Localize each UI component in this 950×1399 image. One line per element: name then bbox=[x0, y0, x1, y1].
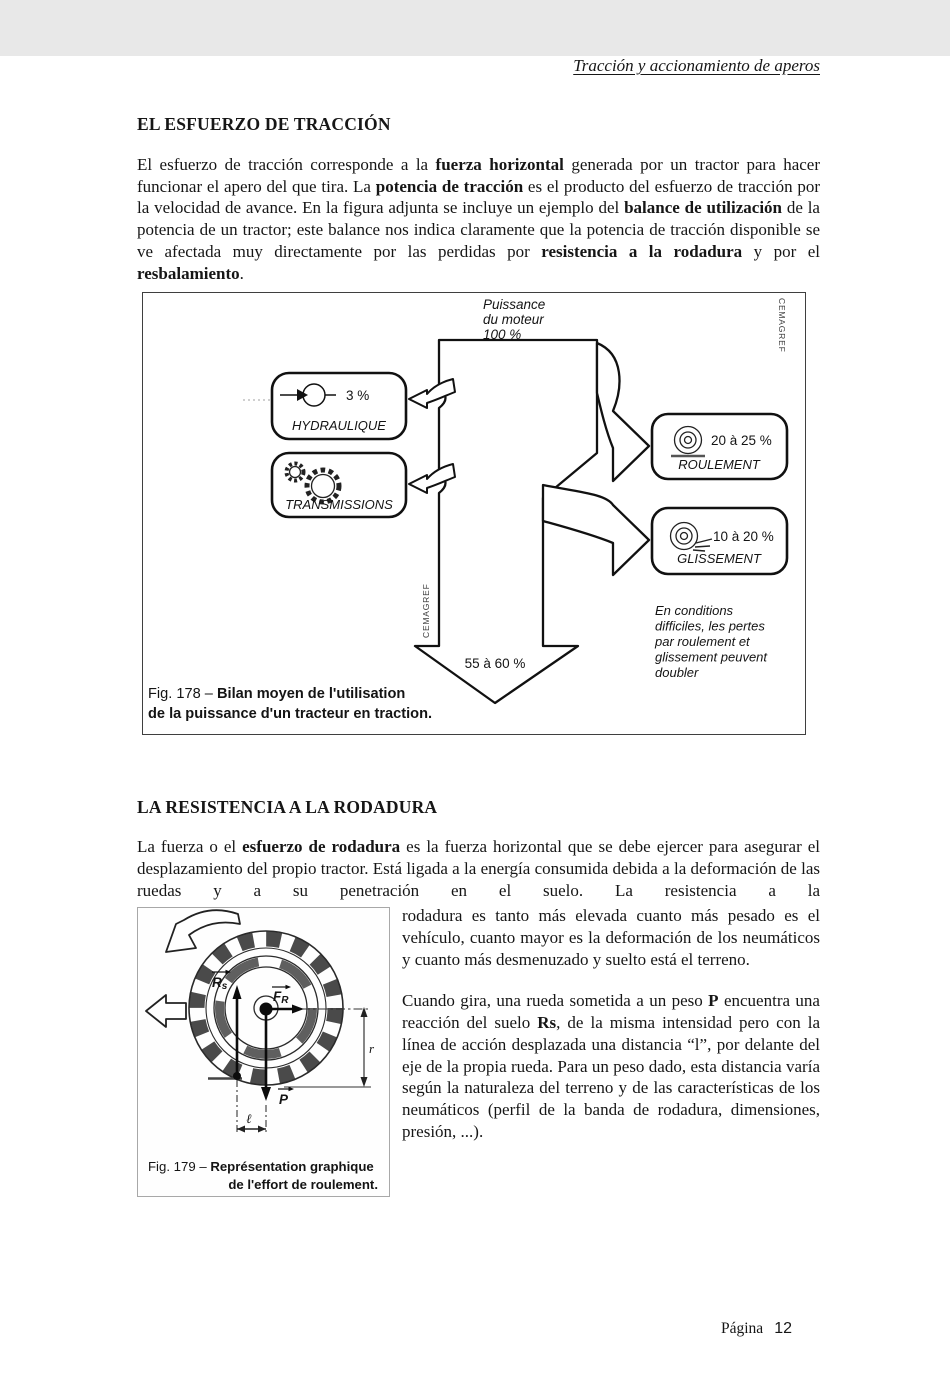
figure-179-caption bbox=[148, 1159, 378, 1192]
p-label: P bbox=[279, 1092, 289, 1108]
l-label: ℓ bbox=[246, 1111, 252, 1127]
section1-title: EL ESFUERZO DE TRACCIÓN bbox=[137, 114, 391, 134]
page-content bbox=[137, 56, 820, 1197]
svg-text:Fig. 179 – Représ: Fig. 179 – Représentation graphique bbox=[148, 1159, 374, 1175]
hydraulique-box bbox=[272, 373, 406, 439]
page-footer bbox=[721, 1320, 792, 1338]
svg-text:par roulement et: par roulement et bbox=[655, 634, 750, 650]
cemagref-watermark-right: CEMAGREF bbox=[777, 298, 787, 353]
r-label: r bbox=[369, 1041, 375, 1057]
glissement-box bbox=[652, 508, 787, 574]
engine-power-pct: 100 % bbox=[483, 327, 522, 343]
difficult-conditions-note bbox=[654, 603, 768, 680]
footer-label: Página bbox=[721, 1320, 764, 1337]
svg-text:glissement peuvent: glissement peuvent bbox=[655, 649, 768, 665]
section2-wrap-zone bbox=[137, 905, 820, 1197]
radius-dimension bbox=[361, 1007, 368, 1087]
engine-power-line1: Puissance bbox=[483, 297, 546, 313]
section2-title: LA RESISTENCIA A LA RODADURA bbox=[137, 797, 438, 818]
traction-pct-label: 55 à 60 % bbox=[464, 656, 526, 672]
roulement-value: 20 à 25 % bbox=[711, 433, 772, 449]
figure-178-diagram bbox=[143, 293, 803, 732]
glissement-label: GLISSEMENT bbox=[677, 551, 761, 567]
engine-power-line2: du moteur bbox=[483, 312, 544, 328]
footer-page-number: 12 bbox=[774, 1320, 792, 1337]
rotation-arrow bbox=[166, 911, 240, 953]
section1-paragraph: El esfuerzo de tracción corresponde a la fuerza horizontal generada por un tractor para hacer funcionar el apero del que tira. La potencia de tracción es el producto del esfuerzo de tracción por la velocidad de avance. En la figura adjunta se incluye un ejemplo del balance de utilización de la potencia de un tractor; este balance nos indica claramente que la potencia de tracción disponible se ve afectada muy directamente por las perdidas por resistencia a la rodadura y por el resbalamiento. bbox=[137, 155, 821, 283]
figure-178-caption bbox=[148, 686, 432, 722]
figure-178 bbox=[142, 292, 806, 735]
hub-dot bbox=[260, 1003, 273, 1016]
figure-179-caption-number: Fig. 179 – bbox=[148, 1159, 211, 1175]
glissement-value: 10 à 20 % bbox=[713, 529, 774, 545]
section2-paragraph2: Cuando gira, una rueda sometida a un peso P encuentra una reacción del suelo Rs, de la misma intensidad pero con la línea de acción desplazada una distancia “l”, por delante del eje de la propia rueda. Para un peso dado, esta distancia varía según la naturaleza del terreno y de las características de los neumáticos (perfil de la banda de rodadura, dimensiones, presión, ...). bbox=[402, 991, 820, 1141]
roulement-label: ROULEMENT bbox=[678, 457, 760, 473]
engine-power-label bbox=[483, 297, 545, 342]
svg-text:doubler: doubler bbox=[655, 665, 699, 681]
rs-label: Rs bbox=[212, 975, 228, 993]
fr-label: FR bbox=[273, 989, 289, 1007]
hydraulique-label: HYDRAULIQUE bbox=[292, 418, 386, 434]
cemagref-watermark-center: CEMAGREF bbox=[421, 583, 431, 639]
travel-direction-arrow bbox=[146, 995, 186, 1027]
roulement-box bbox=[652, 414, 787, 479]
figure-179-diagram bbox=[138, 908, 388, 1195]
svg-text:de l'effort de roulement.: de l'effort de roulement. bbox=[228, 1177, 378, 1193]
running-header bbox=[137, 56, 820, 76]
section2-wrap-paragraph: rodadura es tanto más elevada cuanto más pesado es el vehículo, cuanto mayor es la deformación de los neumáticos y cuanto más desmenuzado y suelto está el terreno. bbox=[402, 906, 820, 969]
svg-text:Fig. 178 – Bilan mo: Fig. 178 – Bilan moyen de l'utilisation bbox=[148, 686, 406, 703]
figure-179 bbox=[137, 907, 390, 1197]
roulement-branch-arrow bbox=[597, 343, 649, 481]
running-header-text: Tracción y accionamiento de aperos bbox=[573, 56, 820, 75]
section2-intro-paragraph: La fuerza o el esfuerzo de rodadura es la fuerza horizontal que se debe ejercer para asegurar el desplazamiento del propio tractor. Está ligada a la energía consumida debida a la deformación de las ruedas y a su penetración en el suelo. La resistencia a la bbox=[137, 837, 820, 900]
svg-text:En conditions: En conditions bbox=[655, 603, 734, 619]
transmissions-label: TRANSMISSIONS bbox=[285, 497, 393, 513]
transmissions-box bbox=[272, 453, 406, 517]
svg-text:de la puissance d'un tracteur: de la puissance d'un tracteur en traction. bbox=[148, 706, 433, 723]
glissement-branch-arrow bbox=[543, 485, 649, 575]
svg-text:difficiles, les pertes: difficiles, les pertes bbox=[655, 618, 765, 634]
hydraulique-value: 3 % bbox=[346, 388, 370, 404]
p-vector bbox=[261, 1015, 294, 1101]
figure-178-caption-number: Fig. 178 – bbox=[148, 686, 217, 703]
